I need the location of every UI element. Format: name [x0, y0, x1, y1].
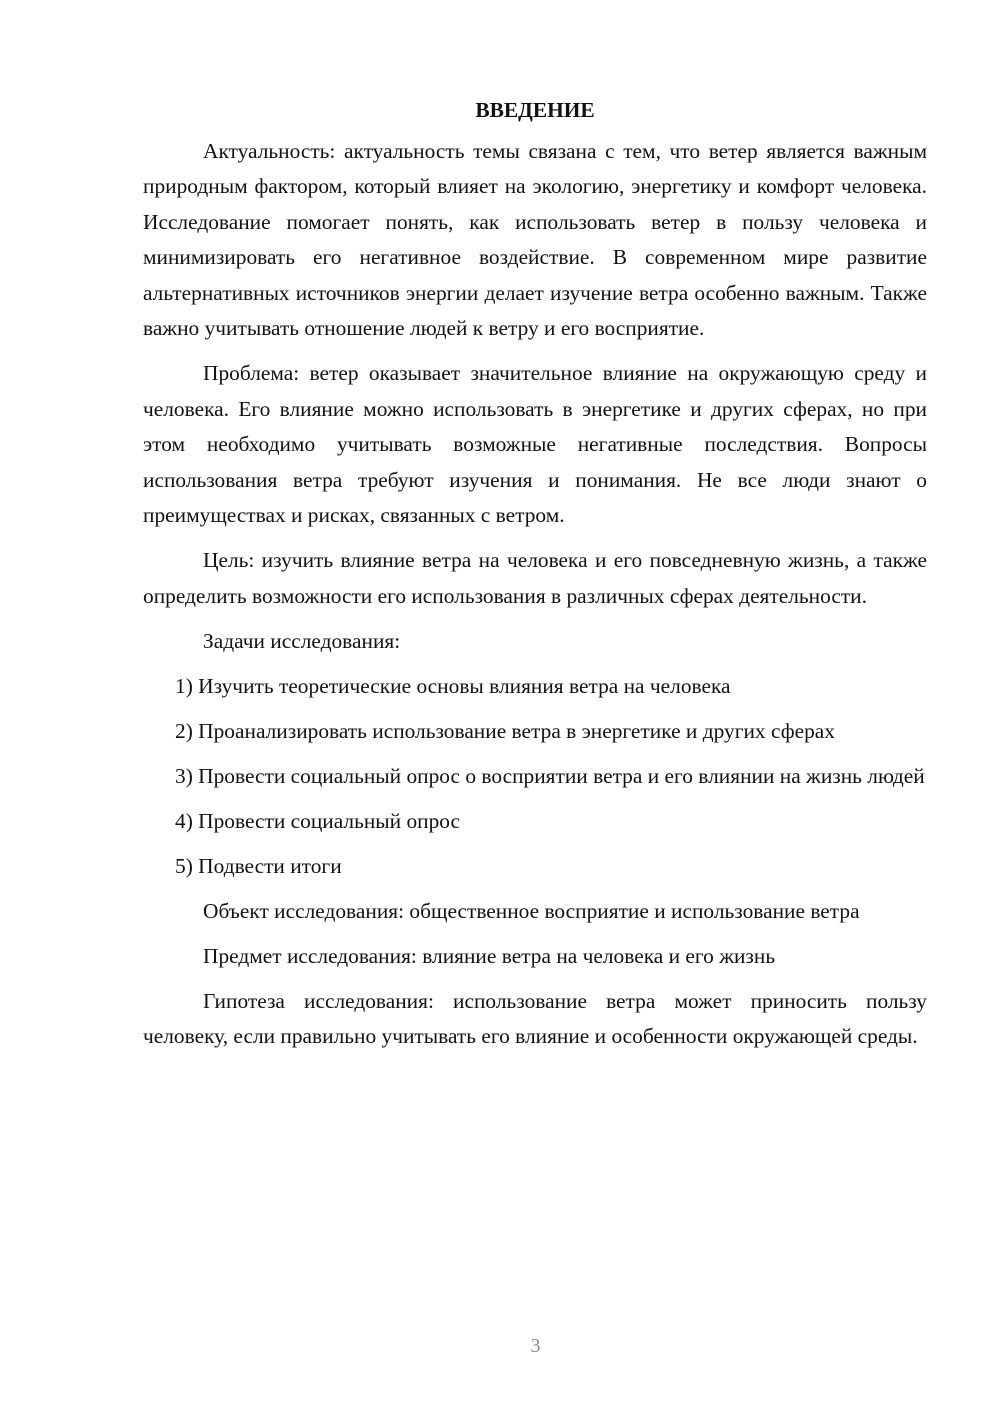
page-content — [143, 93, 927, 1064]
tasks-title: Задачи исследования: — [203, 628, 401, 653]
task-item-2: 2) Проанализировать использование ветра в энергетике и других сферах — [175, 718, 835, 743]
section-heading: ВВЕДЕНИЕ — [475, 98, 595, 122]
paragraph-relevance: Актуальность: актуальность темы связана с тем, что ветер является важным природным фактором, который влияет на экологию, энергетику и комфорт человека. Исследование помогает понять, как использовать ветер в пользу человека и минимизировать его негативное воздействие. В современном мире развитие альтернативных источников энергии делает изучение ветра особенно важным. Также важно учитывать отношение людей к ветру и его восприятие. — [143, 138, 927, 340]
paragraph-object: Объект исследования: общественное восприятие и использование ветра — [203, 898, 860, 923]
paragraph-hypothesis: Гипотеза исследования: использование ветра может приносить пользу человеку, если правильно учитывать его влияние и особенности окружающей среды. — [143, 988, 927, 1048]
paragraph-goal: Цель: изучить влияние ветра на человека и его повседневную жизнь, а также определить возможности его использования в различных сферах деятельности. — [143, 548, 927, 608]
paragraph-subject: Предмет исследования: влияние ветра на человека и его жизнь — [203, 943, 776, 968]
task-item-4: 4) Провести социальный опрос — [175, 808, 461, 833]
task-item-5: 5) Подвести итоги — [175, 853, 342, 878]
task-item-3: 3) Провести социальный опрос о восприятии ветра и его влиянии на жизнь людей — [175, 763, 925, 788]
paragraph-problem: Проблема: ветер оказывает значительное влияние на окружающую среду и человека. Его влияние можно использовать в энергетике и других сферах, но при этом необходимо учитывать возможные негативные последствия. Вопросы использования ветра требуют изучения и понимания. Не все люди знают о преимуществах и рисках, связанных с ветром. — [143, 361, 927, 527]
task-item-1: 1) Изучить теоретические основы влияния ветра на человека — [175, 673, 731, 698]
page-number: 3 — [530, 1335, 541, 1357]
